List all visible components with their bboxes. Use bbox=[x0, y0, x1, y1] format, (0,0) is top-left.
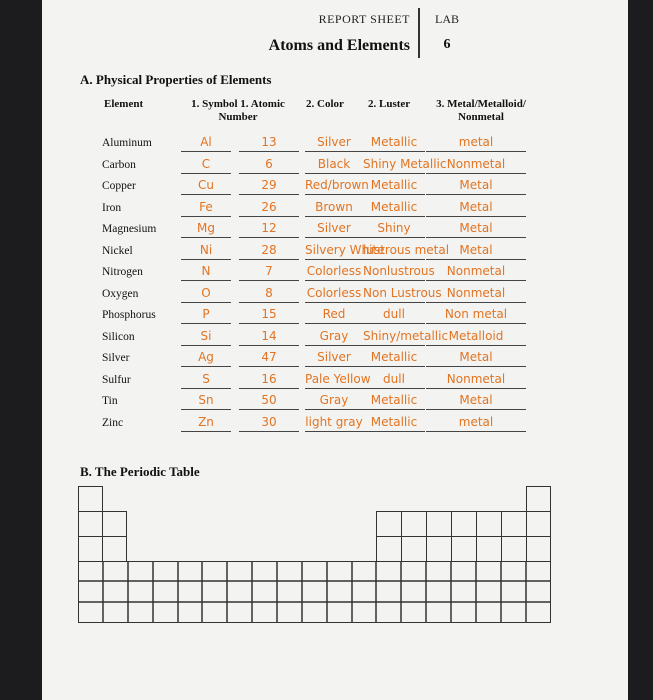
table-row bbox=[42, 133, 628, 155]
handwritten-symbol: Ni bbox=[199, 242, 213, 257]
handwritten-color: Colorless bbox=[306, 264, 362, 278]
header-atomic-number: 1. Atomic Number bbox=[218, 98, 285, 123]
handwritten-color: Gray bbox=[319, 328, 349, 343]
answer-line-number bbox=[239, 284, 299, 303]
answer-line-color bbox=[305, 284, 363, 303]
answer-line-number bbox=[239, 198, 299, 217]
handwritten-color: Black bbox=[317, 156, 351, 171]
answer-line-number bbox=[239, 155, 299, 174]
element-name: Silver bbox=[102, 352, 130, 364]
answer-line-type bbox=[426, 413, 526, 432]
answer-line-number bbox=[239, 327, 299, 346]
pt-cell bbox=[426, 511, 452, 537]
answer-line-color bbox=[305, 262, 363, 281]
element-name: Nickel bbox=[102, 244, 133, 257]
pt-cell bbox=[102, 536, 127, 562]
answer-line-type bbox=[426, 391, 526, 410]
answer-line-color bbox=[305, 198, 363, 217]
answer-line-type bbox=[426, 305, 526, 324]
handwritten-symbol: C bbox=[201, 156, 211, 171]
element-name: Aluminum bbox=[102, 137, 152, 149]
table-row bbox=[42, 305, 628, 327]
handwritten-type: Nonmetal bbox=[446, 371, 506, 386]
handwritten-type: metal bbox=[458, 135, 494, 149]
handwritten-type: Nonmetal bbox=[446, 285, 506, 300]
handwritten-symbol: Cu bbox=[198, 178, 214, 192]
handwritten-luster: lustrous metal bbox=[363, 242, 450, 257]
pt-cell bbox=[376, 511, 402, 537]
handwritten-number: 7 bbox=[265, 264, 273, 278]
handwritten-color: Pale Yellow bbox=[305, 371, 371, 386]
table-row bbox=[42, 327, 628, 349]
answer-line-symbol bbox=[181, 305, 231, 324]
table-row bbox=[42, 413, 628, 435]
header-luster: 2. Luster bbox=[368, 98, 411, 110]
answer-line-luster bbox=[363, 219, 425, 238]
answer-line-luster bbox=[363, 327, 449, 346]
answer-line-luster bbox=[363, 391, 425, 410]
handwritten-number: 14 bbox=[261, 328, 277, 343]
answer-line-luster bbox=[363, 348, 425, 367]
answer-line-type bbox=[426, 176, 526, 195]
element-name: Iron bbox=[102, 201, 122, 214]
handwritten-type: Nonmetal bbox=[446, 156, 506, 171]
answer-line-number bbox=[239, 413, 299, 432]
handwritten-luster: Shiny Metallic bbox=[363, 156, 447, 171]
handwritten-type: Metal bbox=[459, 199, 493, 214]
handwritten-number: 16 bbox=[261, 371, 277, 386]
header-metal-type: 3. Metal/Metalloid/ Nonmetal bbox=[436, 98, 526, 123]
report-header-right bbox=[434, 12, 460, 53]
element-name: Oxygen bbox=[102, 287, 139, 300]
answer-line-luster bbox=[363, 176, 425, 195]
answer-line-symbol bbox=[181, 198, 231, 217]
answer-line-symbol bbox=[181, 176, 231, 195]
table-row bbox=[42, 284, 628, 306]
answer-line-symbol bbox=[181, 370, 231, 389]
handwritten-number: 6 bbox=[265, 156, 273, 171]
answer-line-symbol bbox=[181, 284, 231, 303]
answer-line-symbol bbox=[181, 413, 231, 432]
pt-cell bbox=[78, 486, 103, 512]
handwritten-luster: Metallic bbox=[370, 414, 418, 429]
answer-line-color bbox=[305, 176, 369, 195]
lab-number: 6 bbox=[443, 37, 451, 52]
pt-cell bbox=[78, 511, 103, 537]
section-a-title: A. Physical Properties of Elements bbox=[80, 72, 272, 87]
answer-line-number bbox=[239, 176, 299, 195]
handwritten-symbol: Mg bbox=[197, 221, 215, 235]
handwritten-luster: Shiny bbox=[377, 221, 411, 235]
answer-line-color bbox=[305, 155, 363, 174]
answer-line-number bbox=[239, 219, 299, 238]
table-row bbox=[42, 155, 628, 177]
element-name: Carbon bbox=[102, 158, 136, 171]
element-name: Silicon bbox=[102, 330, 135, 343]
handwritten-color: Brown bbox=[315, 199, 353, 214]
report-header bbox=[42, 12, 628, 62]
handwritten-number: 12 bbox=[261, 221, 277, 235]
report-header-left bbox=[269, 12, 410, 55]
handwritten-color: Silver bbox=[317, 350, 351, 364]
answer-line-symbol bbox=[181, 241, 231, 260]
answer-line-luster bbox=[363, 284, 442, 303]
answer-line-number bbox=[239, 370, 299, 389]
handwritten-luster: Metallic bbox=[370, 199, 418, 214]
header-divider bbox=[418, 8, 420, 58]
answer-line-number bbox=[239, 133, 299, 152]
pt-cell bbox=[451, 511, 477, 537]
answer-line-number bbox=[239, 305, 299, 324]
pt-cell bbox=[476, 536, 502, 562]
element-name: Zinc bbox=[102, 416, 124, 429]
answer-line-type bbox=[426, 133, 526, 152]
answer-line-color bbox=[305, 327, 363, 346]
answer-line-luster bbox=[363, 198, 425, 217]
handwritten-number: 50 bbox=[261, 393, 277, 407]
handwritten-color: light gray bbox=[305, 414, 363, 429]
element-name: Magnesium bbox=[102, 223, 157, 235]
handwritten-number: 47 bbox=[261, 350, 277, 364]
handwritten-color: Silvery White bbox=[305, 242, 385, 257]
handwritten-luster: Metallic bbox=[370, 135, 418, 149]
element-name: Phosphorus bbox=[102, 309, 156, 321]
answer-line-type bbox=[426, 348, 526, 367]
handwritten-color: Colorless bbox=[306, 285, 362, 300]
answer-line-symbol bbox=[181, 219, 231, 238]
handwritten-type: Nonmetal bbox=[446, 264, 506, 278]
element-name: Copper bbox=[102, 180, 136, 192]
handwritten-symbol: Fe bbox=[199, 199, 213, 214]
answer-line-number bbox=[239, 241, 299, 260]
pt-cell bbox=[451, 536, 477, 562]
answer-line-luster bbox=[363, 133, 425, 152]
answer-line-type bbox=[426, 327, 526, 346]
answer-line-luster bbox=[363, 413, 425, 432]
pt-cell bbox=[426, 536, 452, 562]
handwritten-symbol: S bbox=[202, 371, 210, 386]
section-b-title: B. The Periodic Table bbox=[80, 464, 200, 479]
handwritten-symbol: N bbox=[201, 264, 211, 278]
handwritten-type: Metalloid bbox=[448, 328, 504, 343]
answer-line-symbol bbox=[181, 155, 231, 174]
pt-cell bbox=[526, 511, 551, 537]
pt-cell bbox=[102, 511, 127, 537]
pt-cell bbox=[501, 511, 527, 537]
handwritten-color: Silver bbox=[317, 221, 351, 235]
handwritten-symbol: Zn bbox=[198, 414, 214, 429]
answer-line-symbol bbox=[181, 327, 231, 346]
handwritten-color: Silver bbox=[317, 135, 351, 149]
handwritten-color: Red/brown bbox=[305, 178, 369, 192]
answer-line-luster bbox=[363, 241, 450, 260]
handwritten-luster: dull bbox=[383, 371, 405, 386]
element-name: Tin bbox=[102, 395, 118, 407]
answer-line-luster bbox=[363, 262, 435, 281]
answer-line-symbol bbox=[181, 262, 231, 281]
answer-line-type bbox=[426, 284, 526, 303]
handwritten-color: Red bbox=[322, 307, 346, 321]
header-symbol: 1. Symbol bbox=[191, 98, 238, 110]
handwritten-type: metal bbox=[458, 414, 494, 429]
handwritten-type: Metal bbox=[459, 350, 493, 364]
pt-cell bbox=[376, 536, 402, 562]
handwritten-luster: Shiny/metallic bbox=[363, 328, 449, 343]
handwritten-symbol: Al bbox=[200, 135, 212, 149]
table-row bbox=[42, 348, 628, 370]
handwritten-number: 26 bbox=[261, 199, 277, 214]
handwritten-luster: dull bbox=[383, 307, 405, 321]
handwritten-number: 28 bbox=[261, 242, 277, 257]
answer-line-type bbox=[426, 198, 526, 217]
answer-line-color bbox=[305, 370, 371, 389]
answer-line-color bbox=[305, 219, 363, 238]
handwritten-type: Metal bbox=[459, 393, 493, 407]
pt-cell bbox=[501, 536, 527, 562]
handwritten-luster: Metallic bbox=[370, 178, 418, 192]
handwritten-number: 13 bbox=[261, 135, 277, 149]
answer-line-number bbox=[239, 262, 299, 281]
handwritten-symbol: Ag bbox=[198, 350, 214, 364]
lab-label: LAB bbox=[435, 12, 459, 26]
answer-line-color bbox=[305, 241, 385, 260]
table-row bbox=[42, 370, 628, 392]
answer-line-symbol bbox=[181, 133, 231, 152]
answer-line-symbol bbox=[181, 391, 231, 410]
header-element: Element bbox=[104, 98, 144, 110]
answer-line-type bbox=[426, 370, 526, 389]
answer-line-color bbox=[305, 413, 363, 432]
handwritten-luster: Non Lustrous bbox=[363, 285, 442, 300]
page-title: Atoms and Elements bbox=[268, 37, 410, 54]
answer-line-luster bbox=[363, 305, 425, 324]
handwritten-type: Metal bbox=[459, 221, 493, 235]
handwritten-type: Metal bbox=[459, 242, 493, 257]
pt-lower-gridlines bbox=[78, 561, 552, 623]
handwritten-luster: Metallic bbox=[370, 393, 418, 407]
answer-line-type bbox=[426, 262, 526, 281]
handwritten-type: Non metal bbox=[444, 307, 508, 321]
answer-line-color bbox=[305, 348, 363, 367]
pt-cell bbox=[476, 511, 502, 537]
pt-cell bbox=[401, 536, 427, 562]
answer-line-color bbox=[305, 391, 363, 410]
handwritten-color: Gray bbox=[319, 393, 349, 407]
handwritten-number: 8 bbox=[265, 285, 273, 300]
pt-cell bbox=[526, 486, 551, 512]
answer-line-symbol bbox=[181, 348, 231, 367]
pt-cell bbox=[526, 536, 551, 562]
answer-line-type bbox=[426, 155, 526, 174]
table-row bbox=[42, 262, 628, 284]
table-row bbox=[42, 391, 628, 413]
answer-line-number bbox=[239, 348, 299, 367]
table-row bbox=[42, 241, 628, 263]
answer-line-color bbox=[305, 133, 363, 152]
handwritten-type: Metal bbox=[459, 178, 493, 192]
handwritten-luster: Nonlustrous bbox=[363, 264, 435, 278]
report-sheet-page bbox=[42, 0, 628, 700]
answer-line-type bbox=[426, 241, 526, 260]
pt-cell bbox=[78, 536, 103, 562]
handwritten-luster: Metallic bbox=[370, 350, 418, 364]
handwritten-number: 15 bbox=[261, 307, 277, 321]
handwritten-symbol: Sn bbox=[198, 393, 214, 407]
handwritten-symbol: Si bbox=[200, 328, 212, 343]
table-row bbox=[42, 219, 628, 241]
element-name: Sulfur bbox=[102, 373, 131, 386]
answer-line-luster bbox=[363, 155, 447, 174]
handwritten-number: 30 bbox=[261, 414, 277, 429]
answer-line-type bbox=[426, 219, 526, 238]
handwritten-number: 29 bbox=[261, 178, 277, 192]
header-color: 2. Color bbox=[306, 98, 344, 110]
handwritten-symbol: O bbox=[201, 285, 211, 300]
handwritten-symbol: P bbox=[202, 307, 210, 321]
answer-line-luster bbox=[363, 370, 425, 389]
table-row bbox=[42, 176, 628, 198]
element-name: Nitrogen bbox=[102, 266, 143, 278]
header-symbol-number bbox=[178, 98, 298, 124]
pt-cell bbox=[401, 511, 427, 537]
report-sheet-label: REPORT SHEET bbox=[318, 12, 410, 26]
table-row bbox=[42, 198, 628, 220]
answer-line-color bbox=[305, 305, 363, 324]
answer-line-number bbox=[239, 391, 299, 410]
